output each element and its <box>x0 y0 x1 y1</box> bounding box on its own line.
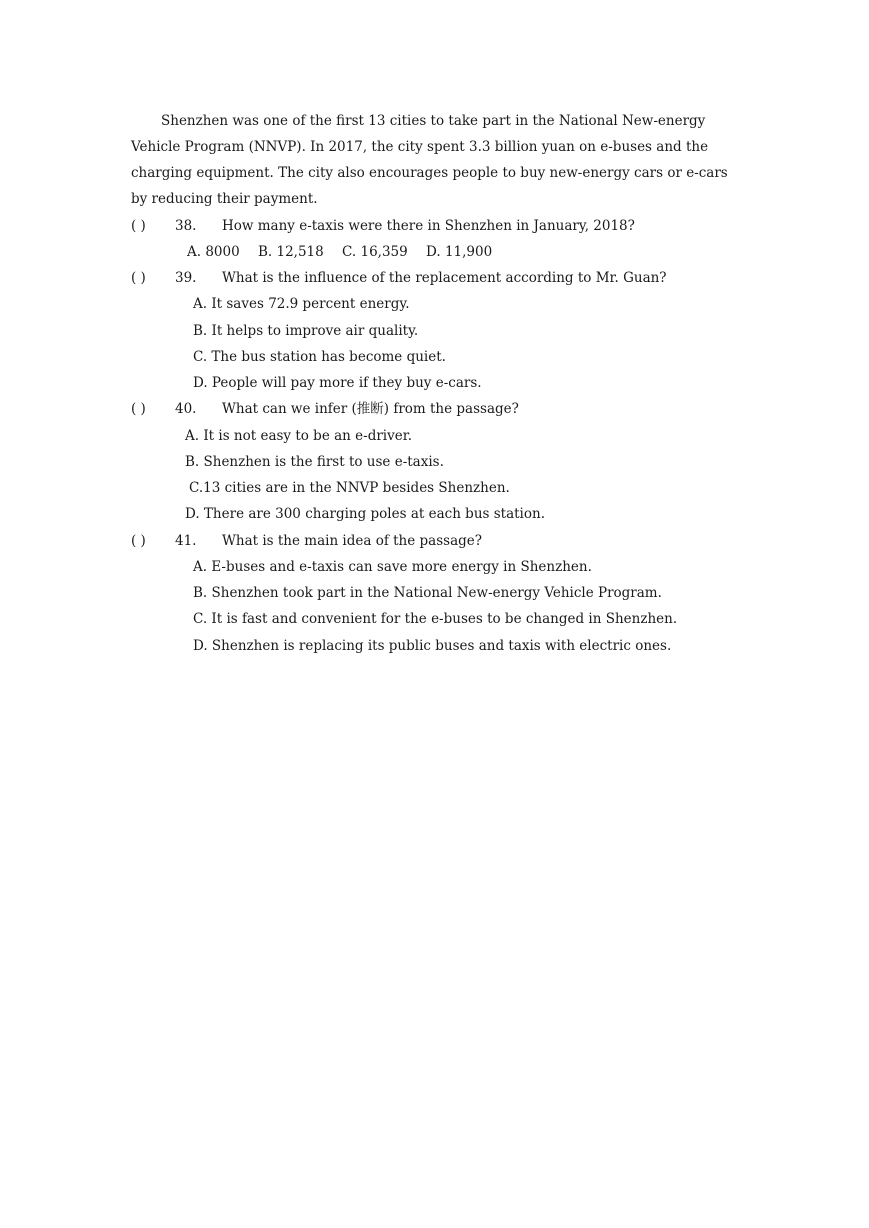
option-a: A. 8000 <box>187 244 240 260</box>
option-b: B. Shenzhen is the first to use e-taxis. <box>185 454 444 470</box>
question-text: How many e-taxis were there in Shenzhen in January, 2018? <box>222 218 635 234</box>
option-c: C.13 cities are in the NNVP besides Shenzhen. <box>189 480 510 496</box>
question-stem <box>131 532 482 550</box>
option-a: A. E-buses and e-taxis can save more energy in Shenzhen. <box>193 559 592 575</box>
answer-blank[interactable]: ( ) <box>131 533 146 549</box>
question-stem <box>131 400 519 418</box>
option-b: B. 12,518 <box>258 244 324 260</box>
question-stem <box>131 217 635 235</box>
question-number: 41. <box>175 533 197 549</box>
question-stem <box>131 269 667 287</box>
question-number: 40. <box>175 401 197 417</box>
option-d: D. People will pay more if they buy e-cars. <box>193 375 482 391</box>
option-c: C. 16,359 <box>342 244 408 260</box>
passage-line: Vehicle Program (NNVP). In 2017, the city spent 3.3 billion yuan on e-buses and the <box>131 139 709 155</box>
passage-line: Shenzhen was one of the first 13 cities to take part in the National New-energy <box>161 113 706 129</box>
option-b: B. Shenzhen took part in the National New-energy Vehicle Program. <box>193 585 662 601</box>
passage-line: by reducing their payment. <box>131 191 318 207</box>
option-d: D. Shenzhen is replacing its public buses and taxis with electric ones. <box>193 638 672 654</box>
option-a: A. It is not easy to be an e-driver. <box>185 428 412 444</box>
question-number: 39. <box>175 270 197 286</box>
option-c: C. It is fast and convenient for the e-buses to be changed in Shenzhen. <box>193 611 678 627</box>
answer-blank[interactable]: ( ) <box>131 401 146 417</box>
option-d: D. 11,900 <box>426 244 493 260</box>
passage-line: charging equipment. The city also encourages people to buy new-energy cars or e-cars <box>131 165 728 181</box>
question-text: What is the main idea of the passage? <box>222 533 482 549</box>
option-d: D. There are 300 charging poles at each bus station. <box>185 506 545 522</box>
question-text: What can we infer (推断) from the passage? <box>222 401 519 417</box>
option-c: C. The bus station has become quiet. <box>193 349 446 365</box>
options-row <box>187 243 506 261</box>
answer-blank[interactable]: ( ) <box>131 270 146 286</box>
question-number: 38. <box>175 218 197 234</box>
answer-blank[interactable]: ( ) <box>131 218 146 234</box>
question-text: What is the influence of the replacement according to Mr. Guan? <box>222 270 667 286</box>
option-b: B. It helps to improve air quality. <box>193 323 419 339</box>
option-a: A. It saves 72.9 percent energy. <box>193 296 410 312</box>
